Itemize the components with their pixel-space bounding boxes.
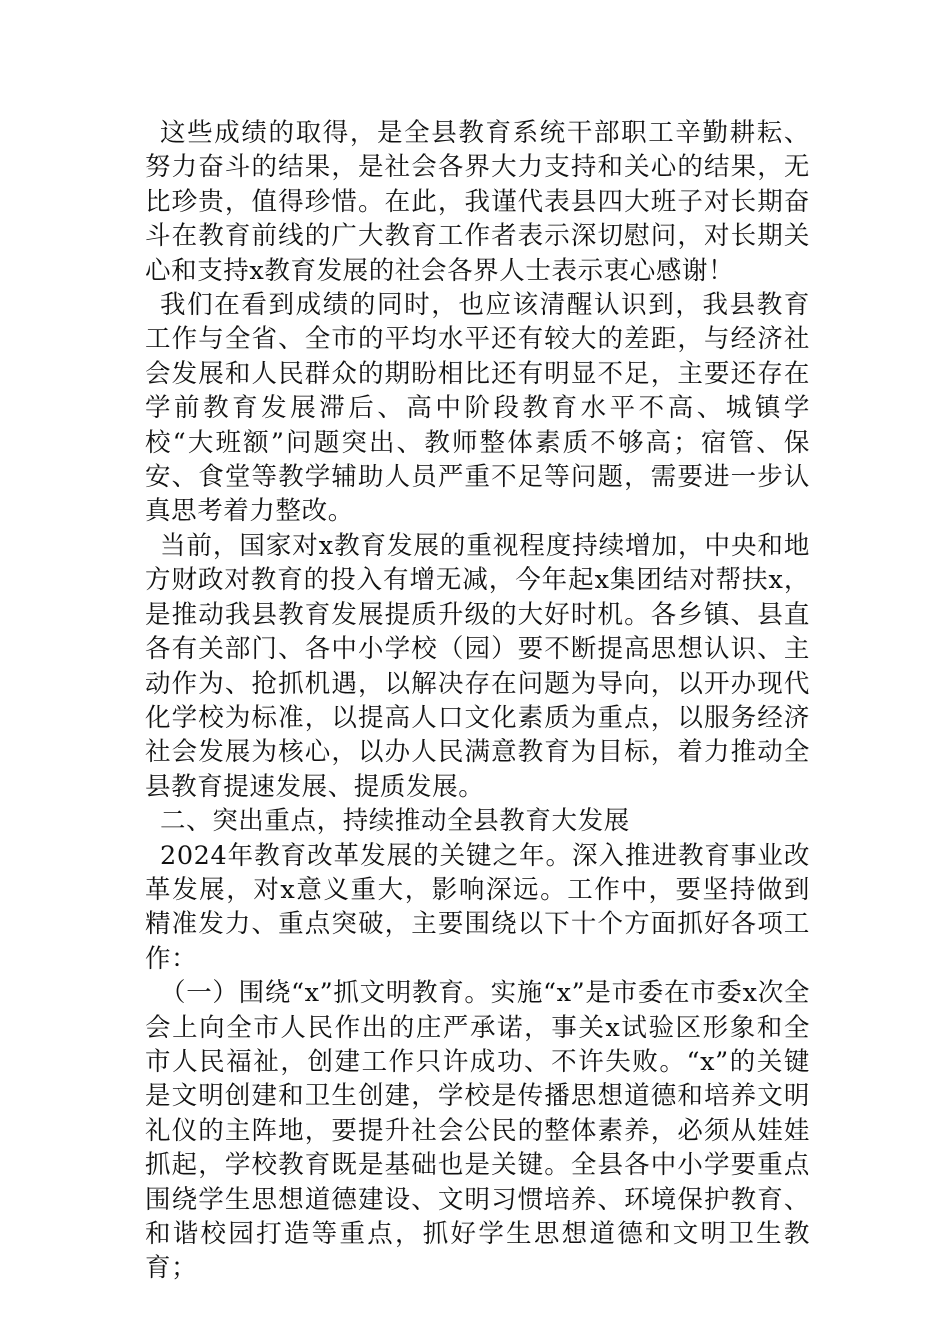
paragraph-achievements: 这些成绩的取得，是全县教育系统干部职工辛勤耕耘、努力奋斗的结果，是社会各界大力支持和关心的结果，无比珍贵，值得珍惜。在此，我谨代表县四大班子对长期奋斗在教育前线的广大教育工作者表示深切慰问，对长期关心和支持x教育发展的社会各界人士表示衷心感谢！: [145, 118, 810, 286]
section-heading: 二、突出重点，持续推动全县教育大发展: [160, 806, 630, 837]
paragraph-key-year: 2024年教育改革发展的关键之年。深入推进教育事业改革发展，对x意义重大，影响深远。工作中，要坚持做到精准发力、重点突破，主要围绕以下十个方面抓好各项工作：: [145, 840, 810, 974]
paragraph-gaps: 我们在看到成绩的同时，也应该清醒认识到，我县教育工作与全省、全市的平均水平还有较大的差距，与经济社会发展和人民群众的期盼相比还有明显不足，主要还存在学前教育发展滞后、高中阶段教育水平不高、城镇学校“大班额”问题突出、教师整体素质不够高；宿管、保安、食堂等教学辅助人员严重不足等问题，需要进一步认真思考着力整改。: [145, 290, 810, 527]
document-body: [145, 116, 810, 1286]
paragraph-civilization-education: （一）围绕“x”抓文明教育。实施“x”是市委在市委x次全会上向全市人民作出的庄严承诺，事关x试验区形象和全市人民福祉，创建工作只许成功、不许失败。“x”的关键是文明创建和卫生创建，学校是传播思想道德和培养文明礼仪的主阵地，要提升社会公民的整体素养，必须从娃娃抓起，学校教育既是基础也是关键。全县各中小学要重点围绕学生思想道德建设、文明习惯培养、环境保护教育、和谐校园打造等重点，抓好学生思想道德和文明卫生教育；: [145, 978, 810, 1284]
paragraph-opportunity: 当前，国家对x教育发展的重视程度持续增加，中央和地方财政对教育的投入有增无减，今年起x集团结对帮扶x，是推动我县教育发展提质升级的大好时机。各乡镇、县直各有关部门、各中小学校（园）要不断提高思想认识、主动作为、抢抓机遇，以解决存在问题为导向，以开办现代化学校为标准，以提高人口文化素质为重点，以服务经济社会发展为核心，以办人民满意教育为目标，着力推动全县教育提速发展、提质发展。: [145, 530, 810, 802]
